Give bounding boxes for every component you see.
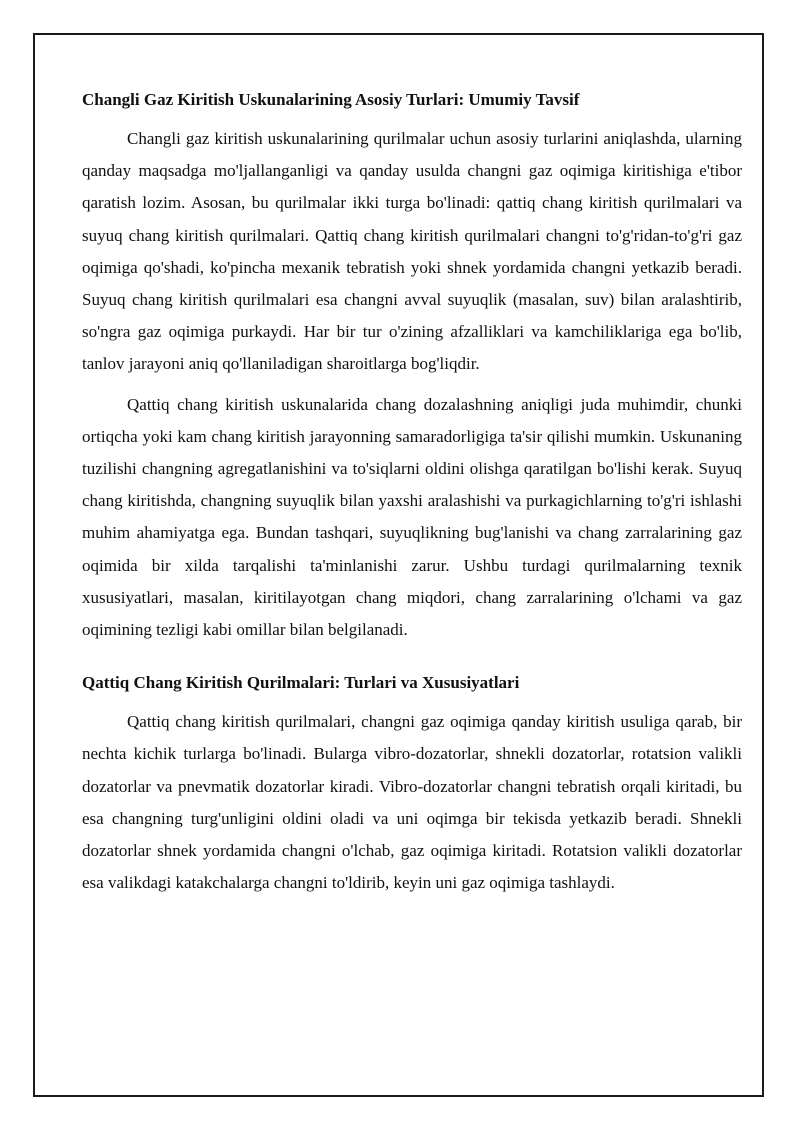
paragraph-overview-1: Changli gaz kiritish uskunalarining qurilmalar uchun asosiy turlarini aniqlashda, ularning qanday maqsadga mo'ljallanganligi va qanday usulda changni gaz oqimiga kiritishiga e'tibor qaratish lozim. Asosan, bu qurilmalar ikki turga bo'linadi: qattiq chang kiritish qurilmalari va suyuq chang kiritish qurilmalari. Qattiq chang kiritish qurilmalari changni to'g'ridan-to'g'ri gaz oqimiga qo'shadi, ko'pincha mexanik tebratish yoki shnek yordamida changni yetkazib beradi. Suyuq chang kiritish qurilmalari esa changni avval suyuqlik (masalan, suv) bilan aralashtirib, so'ngra gaz oqimiga purkaydi. Har bir tur o'zining afzalliklari va kamchiliklariga ega bo'lib, tanlov jarayoni aniq qo'llaniladigan sharoitlarga bog'liqdir. <box>82 129 742 374</box>
section-heading-general-overview: Changli Gaz Kiritish Uskunalarining Asosiy Turlari: Umumiy Tavsif <box>82 90 580 109</box>
paragraph-solid-dust-1: Qattiq chang kiritish qurilmalari, changni gaz oqimiga qanday kiritish usuliga qarab, bir nechta kichik turlarga bo'linadi. Bularga vibro-dozatorlar, shnekli dozatorlar, rotatsion valikli dozatorlar va pnevmatik dozatorlar kiradi. Vibro-dozatorlar changni tebratish orqali kiritadi, bu esa changning turg'unligini oldini oladi va uni oqimga bir tekisda yetkazib beradi. Shnekli dozatorlar shnek yordamida changni o'lchab, gaz oqimiga kiritadi. Rotatsion valikli dozatorlar esa valikdagi katakchalarga changni to'ldirib, keyin uni gaz oqimiga tashlaydi. <box>82 712 742 893</box>
document-body <box>82 84 742 1059</box>
section-heading-solid-dust-devices: Qattiq Chang Kiritish Qurilmalari: Turlari va Xususiyatlari <box>82 673 520 693</box>
paragraph-overview-2: Qattiq chang kiritish uskunalarida chang dozalashning aniqligi juda muhimdir, chunki ortiqcha yoki kam chang kiritish jarayonning samaradorligiga ta'sir qilishi mumkin. Uskunaning tuzilishi changning agregatlanishini va to'siqlarni oldini olishga qaratilgan bo'lishi kerak. Suyuq chang kiritishda, changning suyuqlik bilan yaxshi aralashishi va purkagichlarning to'g'ri ishlashi muhim ahamiyatga ega. Bundan tashqari, suyuqlikning bug'lanishi va chang zarralarining gaz oqimida bir xilda tarqalishi ta'minlanishi zarur. Ushbu turdagi qurilmalarning texnik xususiyatlari, masalan, kiritilayotgan chang miqdori, chang zarralarining o'lchami va gaz oqimining tezligi kabi omillar bilan belgilanadi. <box>82 394 742 640</box>
